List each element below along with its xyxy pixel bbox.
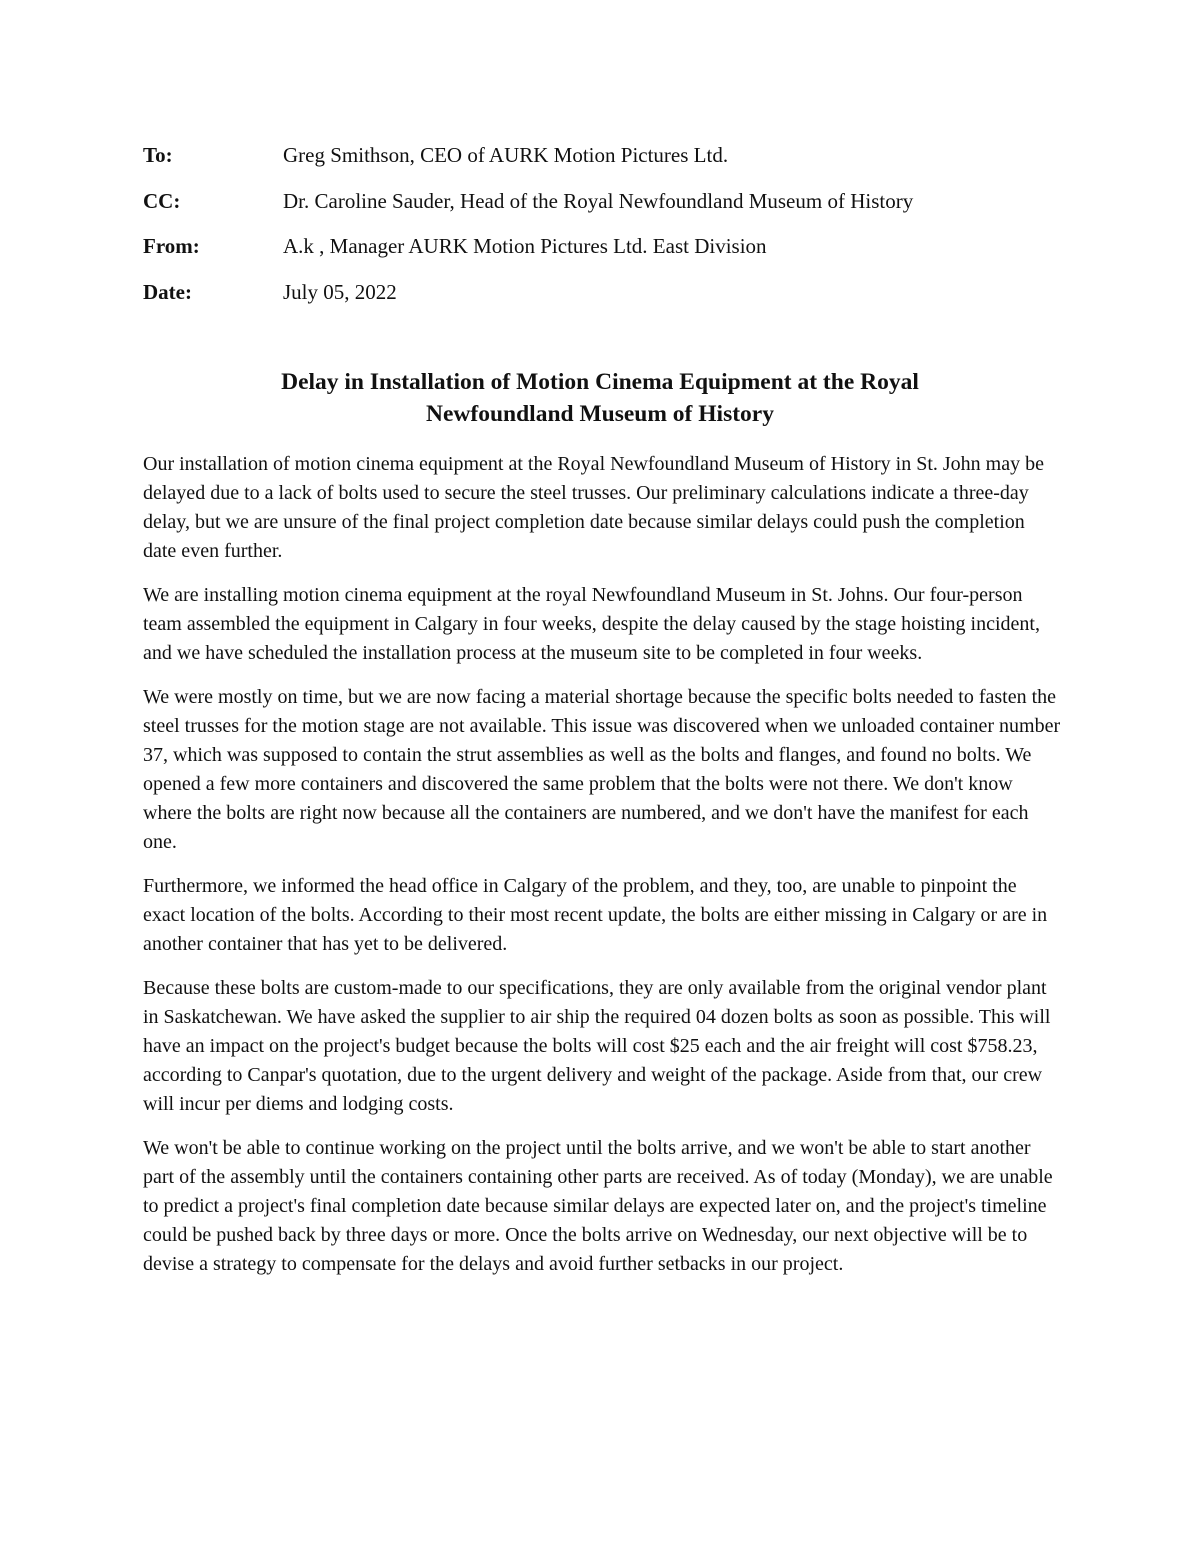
header-row-date — [143, 277, 1073, 323]
from-value: A.k , Manager AURK Motion Pictures Ltd. East Division — [283, 234, 767, 258]
memo-title-line-1: Delay in Installation of Motion Cinema Equipment at the Royal — [281, 369, 919, 395]
memo-title — [143, 366, 1057, 430]
cc-value: Dr. Caroline Sauder, Head of the Royal Newfoundland Museum of History — [283, 188, 914, 213]
body-paragraph: Furthermore, we informed the head office in Calgary of the problem, and they, too, are unable to pinpoint the exact location of the bolts. According to their most recent update, the bolts are either missing in Calgary or are in another container that has yet to be delivered. — [143, 875, 1048, 955]
memo-header — [143, 140, 1073, 322]
header-row-to — [143, 140, 1073, 186]
body-paragraph: We won't be able to continue working on the project until the bolts arrive, and we won't be able to start another part of the assembly until the containers containing other parts are received. As of today (Monday), we are unable to predict a project's final completion date because similar delays are expected later on, and the project's timeline could be pushed back by three days or more. Once the bolts arrive on Wednesday, our next objective will be to devise a strategy to compensate for the delays and avoid further setbacks in our project. — [143, 1137, 1053, 1275]
body-paragraph: Because these bolts are custom-made to our specifications, they are only available from the original vendor plant in Saskatchewan. We have asked the supplier to air ship the required 04 dozen bolts as soon as possible. This will have an impact on the project's budget because the bolts will cost $25 each and the air freight will cost $758.23, according to Canpar's quotation, due to the urgent delivery and weight of the package. Aside from that, our crew will incur per diems and lodging costs. — [143, 977, 1051, 1115]
date-label: Date: — [143, 279, 192, 304]
body-paragraph: We are installing motion cinema equipment at the royal Newfoundland Museum in St. Johns. Our four-person team assembled the equipment in Calgary in four weeks, despite the delay caused by the stage hoisting incident, and we have scheduled the installation process at the museum site to be completed in four weeks. — [143, 584, 1040, 664]
header-row-from — [143, 231, 1073, 277]
from-label: From: — [143, 234, 200, 258]
memo-title-line-2: Newfoundland Museum of History — [426, 401, 774, 427]
memo-body — [143, 450, 1063, 1294]
date-value: July 05, 2022 — [283, 279, 397, 304]
header-row-cc — [143, 186, 1073, 232]
cc-label: CC: — [143, 188, 181, 213]
to-value: Greg Smithson, CEO of AURK Motion Pictures Ltd. — [283, 143, 729, 167]
to-label: To: — [143, 143, 173, 167]
body-paragraph: Our installation of motion cinema equipment at the Royal Newfoundland Museum of History in St. John may be delayed due to a lack of bolts used to secure the steel trusses. Our preliminary calculations indicate a three-day delay, but we are unsure of the final project completion date because similar delays could push the completion date even further. — [143, 453, 1044, 562]
body-paragraph: We were mostly on time, but we are now facing a material shortage because the specific bolts needed to fasten the steel trusses for the motion stage are not available. This issue was discovered when we unloaded container number 37, which was supposed to contain the strut assemblies as well as the bolts and flanges, and found no bolts. We opened a few more containers and discovered the same problem that the bolts were not there. We don't know where the bolts are right now because all the containers are numbered, and we don't have the manifest for each one. — [143, 686, 1061, 853]
